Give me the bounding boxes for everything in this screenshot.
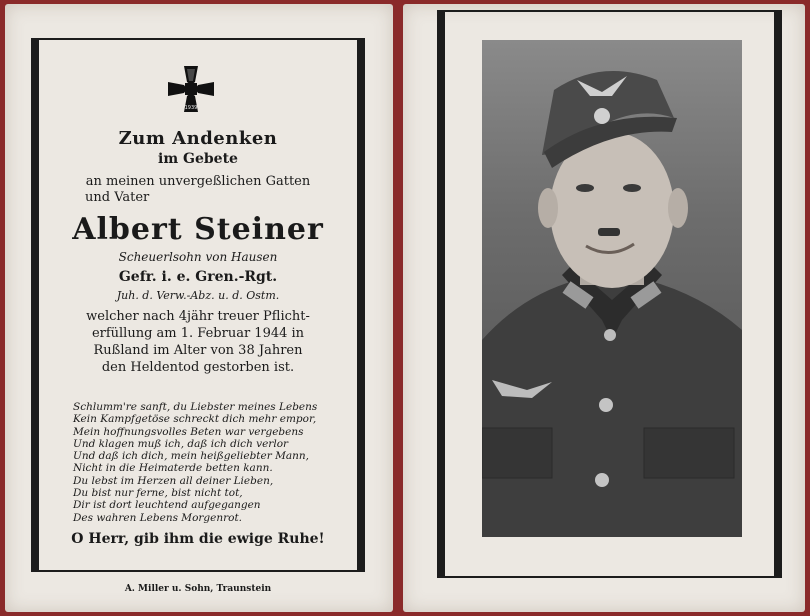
memorial-card-front — [5, 4, 393, 612]
death-notice — [39, 308, 357, 376]
heading: Zum Andenken — [118, 128, 278, 149]
death-line: erfüllung am 1. Februar 1944 in — [91, 326, 305, 341]
dedication-line-2: und Vater — [85, 190, 150, 205]
dedication-line-1: an meinen unvergeßlichen Gatten — [85, 174, 311, 189]
decorations-line: Juh. d. Verw.-Abz. u. d. Ostm. — [116, 289, 280, 302]
poem-line: Schlumm're sanft, du Liebster meines Lebens — [73, 401, 318, 413]
deceased-name: Albert Steiner — [72, 212, 324, 247]
poem-line: Des wahren Lebens Morgenrot. — [73, 511, 242, 524]
printer-credit: A. Miller u. Sohn, Traunstein — [124, 584, 272, 594]
subheading: im Gebete — [158, 151, 238, 167]
death-line: den Heldentod gestorben ist. — [101, 360, 295, 375]
death-line: welcher nach 4jähr treuer Pflicht- — [86, 309, 310, 324]
poem-line: Und daß ich dich, mein heißgeliebter Mann, — [73, 450, 309, 463]
portrait-photo — [482, 40, 742, 537]
poem-line: Du bist nur ferne, bist nicht tot, — [73, 487, 243, 500]
poem-line: Nicht in die Heimaterde betten kann. — [73, 462, 273, 475]
rank-line: Gefr. i. e. Gren.-Rgt. — [118, 269, 278, 285]
death-line: Rußland im Alter von 38 Jahren — [93, 343, 303, 358]
poem-line: Kein Kampfgetöse schreckt dich mehr empor, — [73, 413, 317, 426]
iron-cross-icon — [166, 64, 216, 114]
origin-line: Scheuerlsohn von Hausen — [118, 250, 278, 264]
poem-line: Du lebst im Herzen all deiner Lieben, — [73, 474, 274, 487]
cross-year-label: 1939 — [184, 105, 198, 111]
poem-line: Und klagen muß ich, daß ich dich verlor — [73, 437, 289, 450]
poem-line: Dir ist dort leuchtend aufgegangen — [73, 499, 261, 512]
soldier-portrait-illustration — [482, 40, 742, 537]
closing-prayer: O Herr, gib ihm die ewige Ruhe! — [71, 531, 325, 547]
poem-line: Mein hoffnungsvolles Beten war vergebens — [73, 425, 304, 438]
memorial-card-back — [403, 4, 805, 612]
memorial-poem — [73, 401, 343, 524]
